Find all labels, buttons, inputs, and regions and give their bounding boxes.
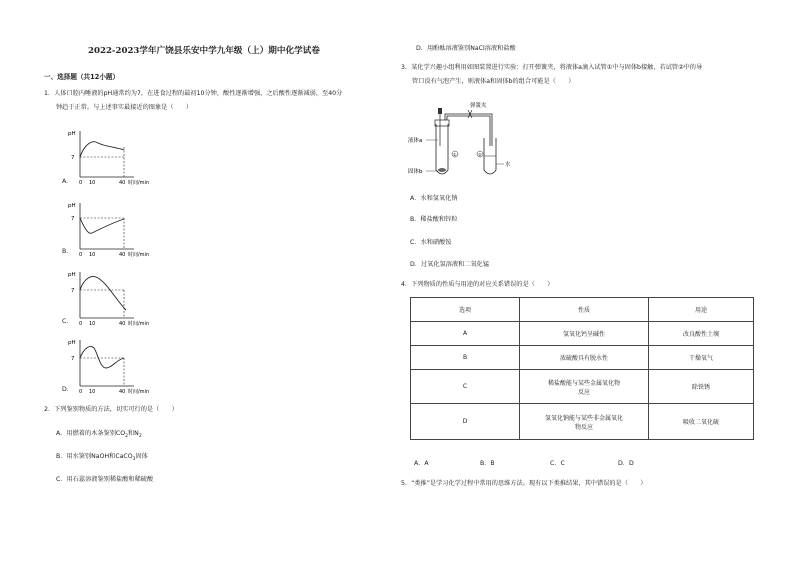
q3-option-a: A．水和氢氧化钠: [410, 195, 458, 202]
q4-table: [410, 297, 754, 440]
q1-stem-line1: 1．人体口腔内唾液的pH通常约为7，在进食过程的最初10分钟，酸性逐渐增强，之后酸性逐渐减弱，至40分: [44, 90, 343, 97]
q4-answer-c: C．C: [550, 460, 565, 467]
q2-option-b-text: B．用水鉴别NaOH和CaCO: [56, 453, 133, 460]
section-heading: 一、选择题（共12小题）: [44, 73, 120, 81]
cell-option: B: [411, 346, 520, 370]
cell-use: 改良酸性土壤: [649, 322, 754, 346]
q2-option-a-sub1: 2: [125, 434, 128, 440]
x-tick-10: 10: [89, 389, 96, 395]
cell-property: 浓硫酸具有脱水性: [520, 346, 649, 370]
x-tick-0: 0: [79, 252, 83, 258]
table-row: [411, 404, 754, 440]
page-title: 2022-2023学年广饶县乐安中学九年级（上）期中化学试卷: [88, 46, 320, 56]
liquid-a-label: 液体a: [408, 138, 423, 144]
q1-graph-a: [66, 125, 176, 189]
cell-option: D: [411, 404, 520, 440]
q2-option-a-mid: 和N: [128, 430, 139, 437]
x-tick-0: 0: [79, 389, 83, 395]
cell-option: C: [411, 370, 520, 404]
q1-option-c-label: C．: [62, 318, 73, 325]
cell-property-line1: 稀盐酸能与某些金属氧化物: [547, 379, 620, 387]
x-tick-0: 0: [79, 321, 83, 327]
q3-option-d: D．过氧化氢溶液和二氧化锰: [410, 261, 490, 268]
x-axis-label: 时间/min: [128, 180, 150, 186]
q3-apparatus-figure: [408, 98, 528, 184]
q2-option-b: [56, 451, 148, 462]
q5-stem: 5．“类推”是学习化学过程中常用的思维方法。现有以下类推结果，其中错误的是（ ）: [401, 480, 647, 487]
header-option: 选项: [411, 298, 520, 322]
tube-1-marker: ①: [453, 152, 457, 157]
y-axis-label: pH: [68, 340, 76, 346]
q1-graph-c: [66, 266, 176, 330]
table-row: [411, 370, 754, 404]
x-tick-40: 40: [119, 321, 126, 327]
cell-option: A: [411, 322, 520, 346]
cell-use: 除铁锈: [649, 370, 754, 404]
q1-graph-d: [66, 334, 176, 398]
x-axis-label: 时间/min: [128, 389, 150, 395]
x-axis-label: 时间/min: [128, 252, 150, 258]
q2-stem: 2．下列鉴别物质的方法，切实可行的是（ ）: [44, 406, 178, 413]
q1-stem-line2: 钟趋于正常。与上述事实最接近的图象是（ ）: [56, 104, 193, 111]
y-tick-7: 7: [71, 216, 75, 222]
table-row: [411, 346, 754, 370]
table-header-row: [411, 298, 754, 322]
q2-option-b-tail: 固体: [135, 453, 148, 460]
y-tick-7: 7: [71, 155, 75, 161]
x-tick-0: 0: [79, 180, 83, 186]
table-row: [411, 322, 754, 346]
cell-property-line1: 氢氧化钠能与某些非金属氧化: [544, 414, 623, 422]
x-tick-10: 10: [89, 180, 96, 186]
cell-property-line2: 反应: [577, 388, 590, 396]
clamp-label: 弹簧夹: [470, 103, 487, 109]
x-tick-40: 40: [119, 389, 126, 395]
solid-b-label: 固体b: [408, 169, 423, 175]
q3-option-c: C．水和硝酸铵: [410, 239, 452, 246]
q4-answer-d: D．D: [618, 460, 634, 467]
cell-property: 氢氧化钙呈碱性: [520, 322, 649, 346]
x-axis-label: 时间/min: [128, 321, 150, 327]
y-axis-label: pH: [68, 131, 76, 137]
q2-option-a: [56, 428, 142, 439]
x-tick-10: 10: [89, 321, 96, 327]
q1-option-d-label: D．: [62, 386, 73, 393]
header-property: 性质: [520, 298, 649, 322]
x-tick-40: 40: [119, 252, 126, 258]
header-use: 用途: [649, 298, 754, 322]
y-axis-label: pH: [68, 203, 76, 209]
q3-stem-line2: 管口没有气泡产生，则液体a和固体b的组合可能是（ ）: [412, 78, 575, 85]
y-tick-7: 7: [71, 356, 75, 362]
q3-stem-line1: 3．某化学兴趣小组利用如图装置进行实验：打开弹簧夹，将液体a滴入试管①中与固体b接触，若试管②中的导: [401, 64, 703, 71]
q2-option-b-sub: 3: [132, 457, 136, 463]
cell-property: [520, 370, 649, 404]
y-tick-7: 7: [71, 288, 75, 294]
q1-option-b-label: B．: [62, 248, 73, 255]
cell-property-line2: 物反应: [574, 423, 593, 431]
tube-2-marker: ②: [478, 152, 482, 157]
water-label: 水: [505, 162, 511, 168]
q2-option-a-text: A．用燃着的木条鉴别CO: [56, 430, 126, 437]
y-axis-label: pH: [68, 272, 76, 278]
cell-use: 干燥氧气: [649, 346, 754, 370]
q4-answer-a: A．A: [414, 460, 429, 467]
x-tick-10: 10: [89, 252, 96, 258]
q4-stem: 4．下列物质的性质与用途的对应关系错误的是（ ）: [401, 281, 554, 288]
q4-answer-b: B．B: [480, 460, 495, 467]
q2-option-a-sub2: 2: [138, 434, 142, 440]
cell-use: 吸收二氧化硫: [649, 404, 754, 440]
q2-option-d: D．用酚酞溶液鉴别NaCl溶液和盐酸: [416, 45, 516, 52]
q3-option-b: B．稀盐酸和锌粒: [410, 216, 458, 223]
q1-option-a-label: A．: [62, 178, 73, 185]
q2-option-c: C．用石蕊溶液鉴别稀盐酸和稀硫酸: [56, 476, 154, 483]
q1-graph-b: [66, 197, 176, 261]
cell-property: [520, 404, 649, 440]
x-tick-40: 40: [119, 180, 126, 186]
